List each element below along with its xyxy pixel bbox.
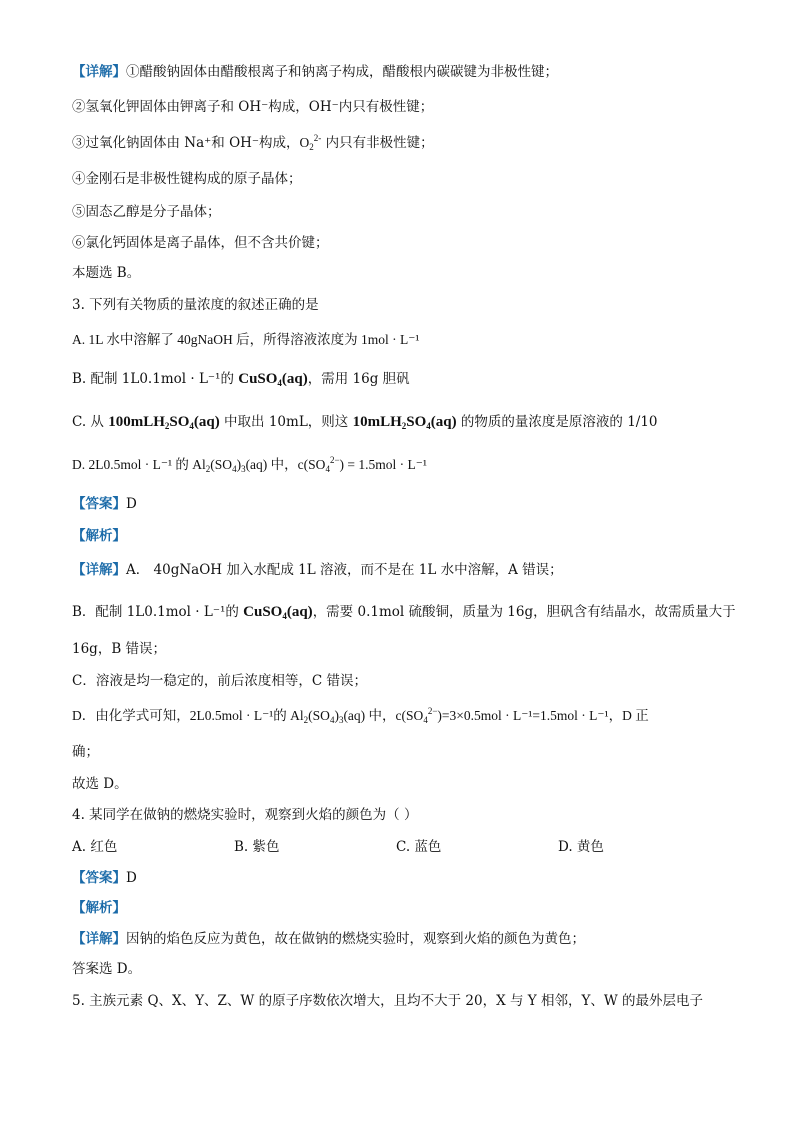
formula-part: (aq) bbox=[281, 371, 308, 387]
q3-option-d: D. 2L0.5mol · L⁻¹ 的 $Al_2(SO_4)_3(aq)$ 中，$c(SO_4^{2-}) = 1.5mol \cdot L^{-1}$ bbox=[72, 455, 427, 474]
q3-option-c bbox=[72, 412, 658, 432]
q4-options bbox=[72, 837, 720, 857]
peroxide-ion: $O_2^{2-}$ bbox=[299, 133, 322, 152]
cuso4-formula: CuSO$_4$(aq) bbox=[243, 604, 313, 621]
analysis-tag: 【解析】 bbox=[72, 528, 126, 544]
analysis-tag: 【解析】 bbox=[72, 900, 126, 916]
question-4-stem: 4. 某同学在做钠的燃烧实验时，观察到火焰的颜色为（ ） bbox=[72, 807, 418, 823]
formula-part: ) bbox=[334, 708, 339, 723]
formula-part: CuSO bbox=[238, 371, 278, 387]
detail-text: ①醋酸钠固体由醋酸根离子和钠离子构成，醋酸根内碳碳键为非极性键； bbox=[126, 64, 558, 80]
formula-part: SO bbox=[169, 414, 190, 430]
answer-tag: 【答案】 bbox=[72, 870, 126, 886]
detail-line-2: ②氢氧化钾固体由钾离子和 OH⁻构成，OH⁻内只有极性键； bbox=[72, 99, 434, 115]
answer-value: D bbox=[126, 870, 137, 886]
formula-part: ) bbox=[339, 457, 345, 472]
detail-text: 因钠的焰色反应为黄色，故在做钠的燃烧实验时，观察到火焰的颜色为黄色； bbox=[126, 931, 585, 947]
detail-line-7: 本题选 B。 bbox=[72, 265, 141, 281]
detail-line-1 bbox=[72, 62, 558, 82]
q4-conclusion: 答案选 D。 bbox=[72, 961, 142, 977]
formula-part: CuSO bbox=[243, 604, 283, 620]
text-seg: 中取出 10mL，则这 bbox=[219, 414, 353, 430]
detail-tag: 【详解】 bbox=[72, 64, 126, 80]
question-5-stem: 5. 主族元素 Q、X、Y、Z、W 的原子序数依次增大，且均不大于 20，X 与 Y 相邻，Y、W 的最外层电子 bbox=[72, 993, 704, 1009]
q3-detail-d: D．由化学式可知，2L0.5mol · L⁻¹的 $Al_2(SO_4)_3(aq)$ 中，$c(SO_4^{2-})=3\times 0.5mol \cdot L^{-1}=1.5mol \cdot L^{-1}$，D 正 bbox=[72, 706, 649, 725]
detail-tag: 【详解】 bbox=[72, 562, 126, 578]
text-seg: =3×0.5mol · L⁻¹=1.5mol · L⁻¹，D 正 bbox=[441, 708, 649, 723]
q3-detail-b bbox=[72, 602, 736, 622]
formula-part: (SO bbox=[210, 457, 233, 472]
q4-option-c: C. 蓝色 bbox=[396, 839, 442, 855]
formula-part: 10mLH bbox=[352, 414, 402, 430]
text-seg: (aq) 中，c bbox=[343, 708, 402, 723]
detail-text: A． 40gNaOH 加入水配成 1L 溶液，而不是在 1L 水中溶解，A 错误； bbox=[126, 562, 563, 578]
q3-detail-b-cont: 16g，B 错误； bbox=[72, 641, 167, 657]
formula-part: ) bbox=[437, 708, 442, 723]
formula-part: ) bbox=[236, 457, 242, 472]
text-seg: C. 从 bbox=[72, 414, 109, 430]
q3-answer bbox=[72, 494, 137, 514]
formula-part: (aq) bbox=[286, 604, 313, 620]
q4-option-b: B. 紫色 bbox=[234, 839, 280, 855]
text-seg: D．由化学式可知，2L0.5mol · L⁻¹的 Al bbox=[72, 708, 304, 723]
answer-tag: 【答案】 bbox=[72, 496, 126, 512]
text-seg: ③过氧化钠固体由 Na⁺和 OH⁻构成， bbox=[72, 135, 300, 151]
text-seg: B．配制 1L0.1mol · L⁻¹的 bbox=[72, 604, 244, 620]
text-seg: 的物质的量浓度是原溶液的 1/10 bbox=[456, 414, 658, 430]
q3-conclusion: 故选 D。 bbox=[72, 776, 128, 792]
detail-line-4: ④金刚石是非极性键构成的原子晶体； bbox=[72, 171, 302, 187]
question-3-stem: 3. 下列有关物质的量浓度的叙述正确的是 bbox=[72, 297, 319, 313]
q3-option-b bbox=[72, 369, 410, 389]
q3-detail-a bbox=[72, 560, 563, 580]
formula-part: (aq) bbox=[193, 414, 220, 430]
text-seg: 内只有非极性键； bbox=[321, 135, 434, 151]
h2so4-formula-2: $10mLH_2SO_4(aq)$ bbox=[352, 414, 457, 431]
text-seg: ，需要 0.1mol 硫酸铜，质量为 16g，胆矾含有结晶水，故需质量大于 bbox=[312, 604, 736, 620]
detail-tag: 【详解】 bbox=[72, 931, 126, 947]
answer-value: D bbox=[126, 496, 137, 512]
q4-answer bbox=[72, 868, 137, 888]
q4-option-d: D. 黄色 bbox=[558, 839, 604, 855]
ion-symbol: O bbox=[299, 135, 310, 150]
formula-part: (aq) bbox=[430, 414, 457, 430]
detail-line-6: ⑥氯化钙固体是离子晶体，但不含共价键； bbox=[72, 235, 329, 251]
q3-detail-c: C．溶液是均一稳定的，前后浓度相等，C 错误； bbox=[72, 673, 367, 689]
q3-analysis bbox=[72, 526, 126, 546]
text-seg: B. 配制 1L0.1mol · L⁻¹的 bbox=[72, 371, 239, 387]
formula-part: SO bbox=[406, 414, 427, 430]
cuso4-formula: CuSO$_4$(aq) bbox=[238, 371, 308, 388]
h2so4-formula: $100mLH_2SO_4(aq)$ bbox=[108, 414, 220, 431]
text-seg: D. 2L0.5mol · L⁻¹ 的 Al bbox=[72, 457, 206, 472]
q4-analysis bbox=[72, 898, 126, 918]
text-seg: (aq) 中，c bbox=[245, 457, 304, 472]
q4-detail bbox=[72, 929, 585, 949]
text-seg: ，需用 16g 胆矾 bbox=[307, 371, 410, 387]
formula-part: (SO bbox=[308, 708, 330, 723]
detail-line-5: ⑤固态乙醇是分子晶体； bbox=[72, 204, 221, 220]
formula-part: 100mLH bbox=[108, 414, 165, 430]
q4-option-a: A. 红色 bbox=[72, 839, 118, 855]
text-seg: = 1.5mol · L⁻¹ bbox=[344, 457, 427, 472]
formula-part: (SO bbox=[401, 708, 424, 723]
q3-detail-d-cont: 确； bbox=[72, 744, 99, 760]
q3-option-a: A. 1L 水中溶解了 40gNaOH 后，所得溶液浓度为 1mol · L⁻¹ bbox=[72, 332, 420, 347]
formula-part: (SO bbox=[303, 457, 326, 472]
detail-line-3 bbox=[72, 133, 434, 153]
